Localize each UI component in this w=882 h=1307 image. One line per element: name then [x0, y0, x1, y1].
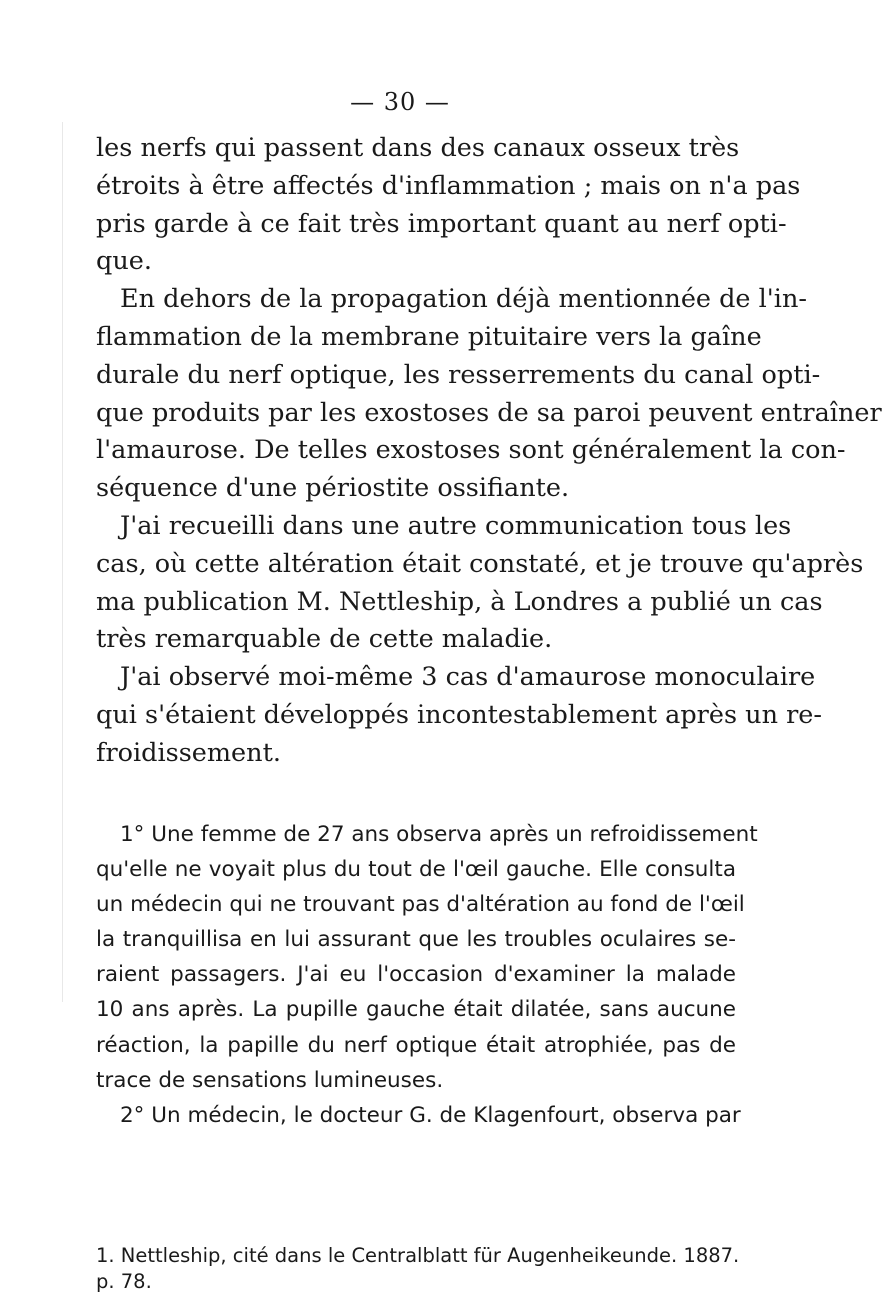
text-line: froidissement. [96, 737, 281, 768]
text-line: qui s'étaient développés incontestablement après un re- [96, 699, 822, 730]
text-line: que. [96, 246, 152, 277]
text-line: J'ai recueilli dans une autre communication tous les [120, 510, 792, 541]
text-line: l'amaurose. De telles exostoses sont généralement la con- [96, 435, 846, 466]
text-line: un médecin qui ne trouvant pas d'altération au fond de l'œil [96, 892, 745, 918]
text-line: qu'elle ne voyait plus du tout de l'œil gauche. Elle consulta [96, 857, 736, 883]
text-line: séquence d'une périostite ossifiante. [96, 473, 570, 504]
text-line: les nerfs qui passent dans des canaux osseux très [96, 133, 740, 163]
text-line: pris garde à ce fait très important quant au nerf opti- [96, 208, 787, 239]
text-line: très remarquable de cette maladie. [96, 624, 553, 655]
text-line: étroits à être affectés d'inflammation ; mais on n'a pas [96, 170, 801, 201]
margin-shadow [62, 122, 63, 1002]
text-line: la tranquillisa en lui assurant que les troubles oculaires se- [96, 927, 736, 953]
text-line: 1° Une femme de 27 ans observa après un refroidissement [120, 822, 758, 847]
text-line: ma publication M. Nettleship, à Londres a publié un cas [96, 586, 823, 617]
main-text [96, 130, 882, 773]
text-line: En dehors de la propagation déjà mentionnée de l'in- [120, 284, 807, 315]
text-line: 10 ans après. La pupille gauche était dilatée, sans aucune [96, 997, 736, 1023]
text-line: 2° Un médecin, le docteur G. de Klagenfourt, observa par [120, 1102, 741, 1128]
footnote-line: 1. Nettleship, cité dans le Centralblatt für Augenheikeunde. 1887. [96, 1244, 740, 1267]
text-line: durale du nerf optique, les resserrements du canal opti- [96, 359, 821, 390]
text-line: raient passagers. J'ai eu l'occasion d'examiner la malade [96, 962, 736, 988]
case-reports [96, 817, 758, 1133]
text-line: que produits par les exostoses de sa paroi peuvent entraîner [96, 397, 882, 428]
text-line: trace de sensations lumineuses. [96, 1067, 444, 1093]
footnote [96, 1243, 740, 1295]
text-line: flammation de la membrane pituitaire vers la gaîne [96, 321, 762, 352]
footnote-line: p. 78. [96, 1270, 152, 1293]
text-line: J'ai observé moi-même 3 cas d'amaurose monoculaire [120, 662, 816, 693]
text-line: cas, où cette altération était constaté, et je trouve qu'après [96, 548, 864, 579]
text-line: réaction, la papille du nerf optique était atrophiée, pas de [96, 1032, 736, 1058]
page-number: — 30 — [350, 88, 450, 116]
